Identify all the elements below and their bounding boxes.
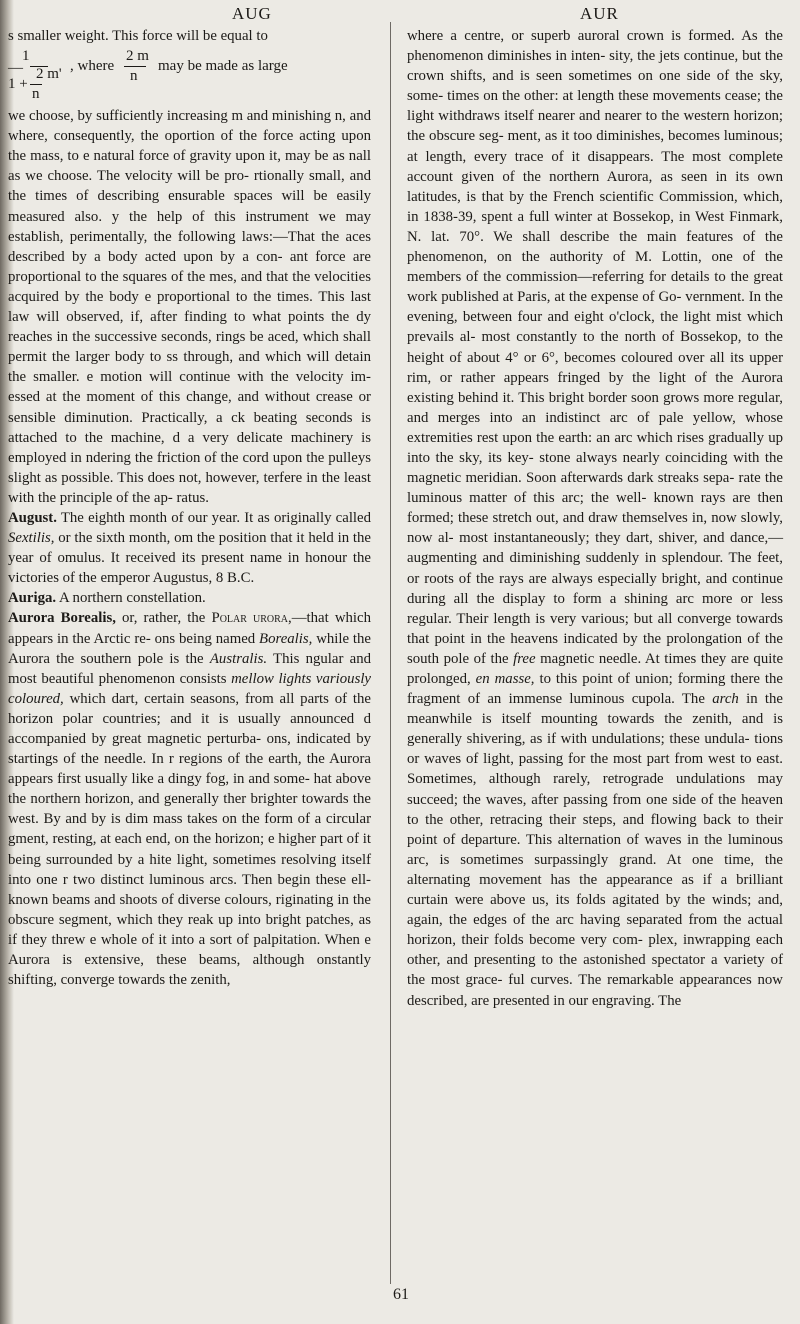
formula-where: , where <box>70 58 115 75</box>
formula-tail: may be made as large <box>158 58 288 75</box>
formula-one-plus: 1 + <box>8 76 28 93</box>
formula-dash: — <box>8 60 23 77</box>
paragraph: where a centre, or superb auroral crown is formed. As the phenomenon diminishes in inten- sity, the jets continue, but the crown shifts, and is seen sometimes on one side of the sky, some- times on the other: at length these movements cease; the light withdraws itself nearer and nearer to the western horizon; the obscure seg- ment, as it too diminishes, becomes luminous; at length, every trace of it disappears. The most complete account given of the northern Aurora, as seen in its own latitudes, is that by the French scientific Commission, which, in 1838-39, spent a full winter at Bossekop, in West Finmark, N. lat. 70°. We shall describe the main features of the phenomenon, on the authority of M. Lottin, one of the members of the commission—referring for details to the great work published at Paris, at the expense of Go- vernment. In the evening, between four and eight o'clock, the light mist which prevails al- most constantly to the north of Bossekop, to the height of about 4° or 6°, becomes coloured over all its upper rim, or rather appears fringed by the light of the Aurora existing behind it. This bright border soon grows more regular, and merges into an indistinct arc of pale yellow, whose extremities rest upon the earth: an arc which rises gradually up into the sky, its key- stone always nearly coinciding with the magnetic meridian. Soon afterwards dark streaks sepa- rate the luminous matter of this arc; the well- known rays are then formed; these stretch out, and draw themselves in, now slowly, now al- most instantaneously; they dart, shiver, and dance,—augmenting and diminishing suddenly in splendour. The feet, or roots of the rays are always especially bright, and continue during all the display to form a shining arc more or less regular. Their length is very various; but all converge towards that point in the heavens indicated by the prolongation of the south pole of the free magnetic needle. At times they are quite prolonged, en masse, to this point of union; forming there the fragment of an immense luminous cupola. The arch in the meanwhile is itself mounting towards the zenith, and is generally shivering, as if with undulations; these undula- tions or waves of light, passing for the most part from west to east. Sometimes, although rarely, retrograde undulations may succeed; the waves, after passing from one side of the heaven to the other, retracing their steps, and flowing back to their point of departure. This alternation of waves in the luminous arc, is sometimes surpassingly grand. At one time, the alternating movement has the appearance as if a brilliant curtain were above us, its folds agitated by the winds; and, again, the edges of the arc having separated from the actual horizon, their folds become very com- plex, inwrapping each other, and presenting to the astonished spectator a variety of the most grace- ful curves. The remarkable appearances now described, are presented in our engraving. The <box>407 28 784 1009</box>
running-head-right: AUR <box>580 4 619 23</box>
formula <box>8 46 371 106</box>
right-column <box>407 26 783 1011</box>
entry-head: August. <box>8 509 57 526</box>
running-head-left: AUG <box>232 4 272 23</box>
formula-numerator-1: 1 <box>22 48 30 65</box>
column-divider <box>390 22 391 1284</box>
paragraph: we choose, by sufficiently increasing m and minishing n, and where, consequently, the oportion of the force acting upon the mass, to e natural force of gravity upon it, may be as nall as we choose. The velocity will be pro- rtionally small, and the times of describing ensurable spaces will be easily measured also. y the help of this instrument we may establish, perimentally, the following laws:—That the aces described by a body acted upon by a con- ant force are proportional to the squares of the mes, and that the velocities acquired by the body e proportional to the times. This last law will observed, if, after finding to what points the dy reaches in the successive seconds, rings be aced, which shall permit the larger body to ss through, and which will detain the smaller. e motion will continue with the velocity im- essed at the moment of this change, and without crease or sensible diminution. Practically, a ck beating seconds is attached to the machine, d a very delicate machinery is employed in ndering the friction of the cord upon the pulleys slight as possible. This does not, however, terfere in the least with the principle of the ap- ratus. <box>8 108 371 506</box>
entry-head: Aurora Borealis, <box>8 610 116 627</box>
left-column <box>0 26 371 990</box>
formula-denominator-n: n <box>130 68 138 85</box>
formula-denominator-n2: n <box>32 86 40 103</box>
entry-aurora-borealis: Aurora Borealis, or, rather, the Polar urora,—that which appears in the Arctic re- ons being named Borealis, while the Aurora the southern pole is the Australis. This ngular and most beautiful phenomenon consists mellow lights variously coloured, which dart, certain seasons, from all parts of the horizon polar countries; and it is usually announced d accompanied by great magnetic perturba- ons, indicated by startings of the needle. In r regions of the earth, the Aurora appears first usually like a dingy fog, in and some- hat above the northern horizon, and generally ther brighter towards the west. By and by is dim mass takes on the form of a circular gment, resting, at each end, on the horizon; e higher part of it being surrounded by a hite light, sometimes resolving itself into one r two distinct luminous arcs. Then begin these ell-known beams and shoots of diverse colours, riginating in the obscure segment, which they reak up into bright patches, as if they threw e whole of it into a sort of palpitation. When e Aurora is extensive, these beams, although onstantly shifting, converge towards the zenith, <box>8 610 372 989</box>
formula-numerator-2m: 2 m <box>126 48 149 65</box>
entry-auriga: Auriga. A northern constellation. <box>8 590 206 607</box>
formula-denominator-2m: 2 m' <box>36 66 62 83</box>
paragraph: s smaller weight. This force will be equal to <box>8 28 268 44</box>
page-number: 61 <box>393 1286 409 1303</box>
entry-august: August. The eighth month of our year. It as originally called Sextilis, or the sixth month, om the position that it held in the year of omulus. It received its present name in honour the victories of the emperor Augustus, 8 B.C. <box>8 509 372 587</box>
entry-head: Auriga. <box>8 590 57 607</box>
